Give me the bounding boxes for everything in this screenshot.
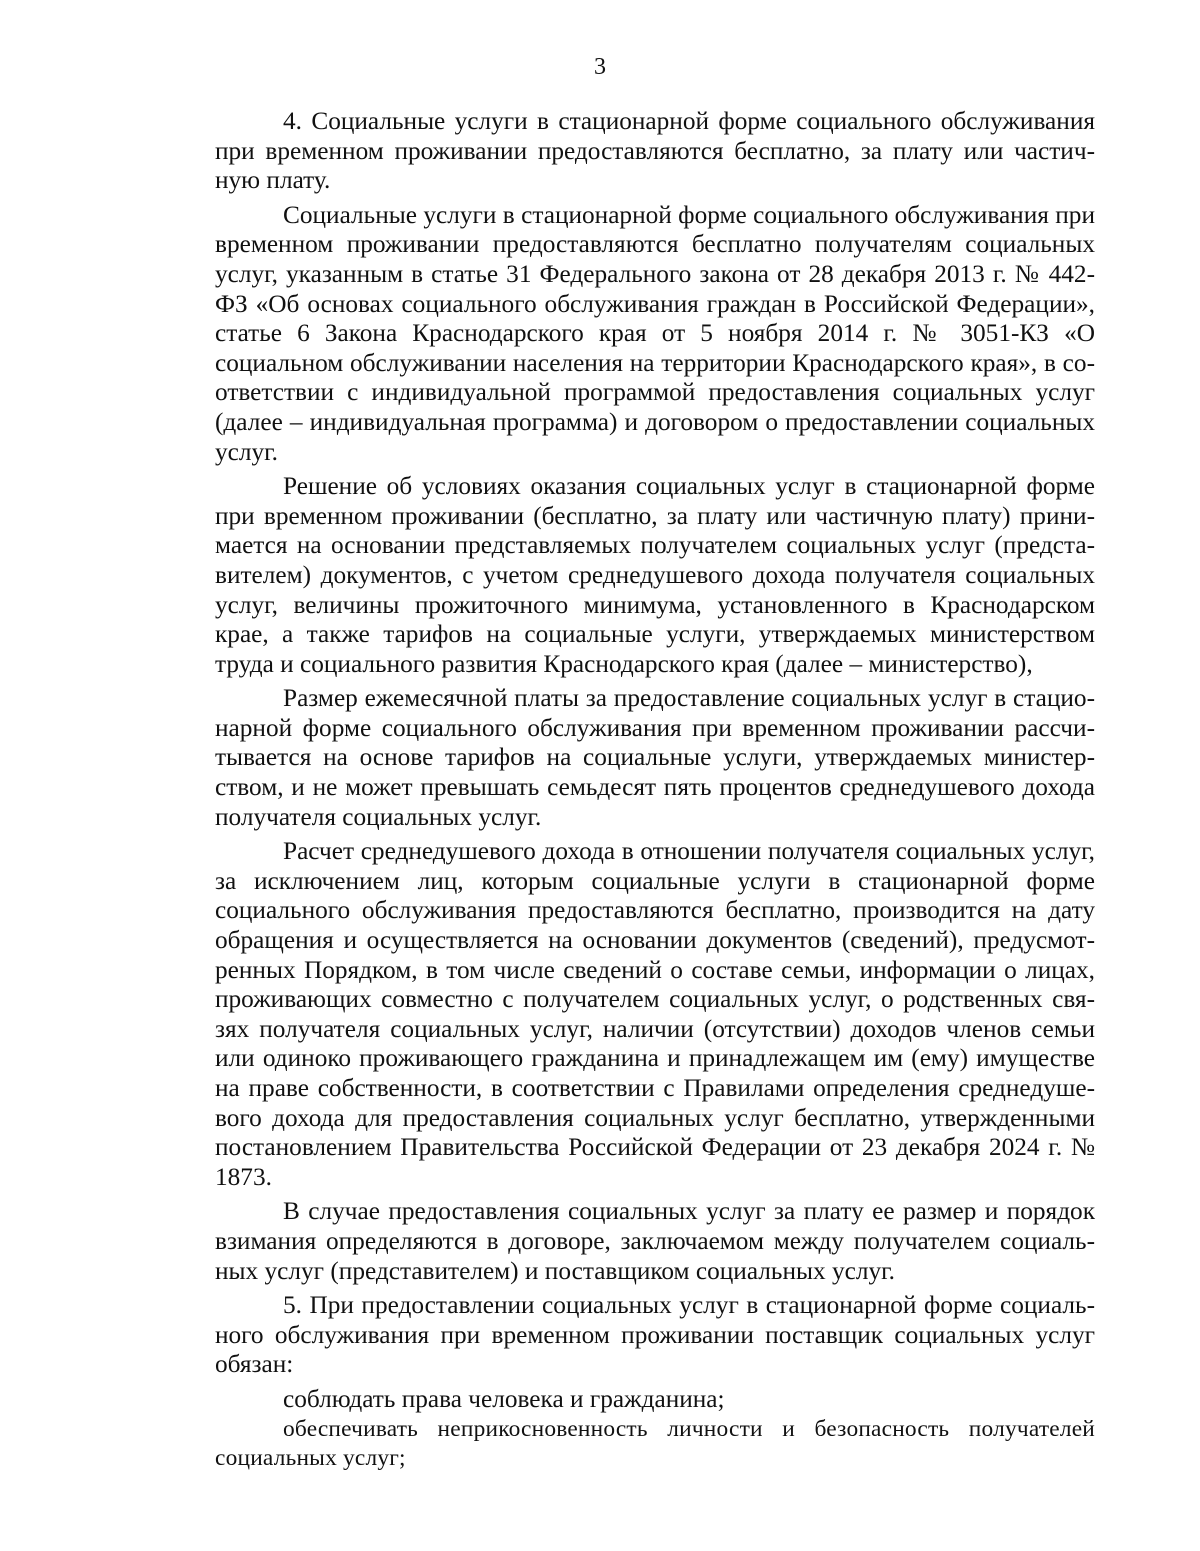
document-body [215,107,1095,1474]
paragraph-decision-conditions: Решение об условиях оказания социальных услуг в стационарной форме при временном проживании (бесплатно, за плату или частичную плату) принимается на основании представляемых получателем социальных услуг (представителем) документов, с учетом среднедушевого дохода получателя социальных услуг, величины прожиточного минимума, установленного в Краснодарском крае, а также тарифов на социальные услуги, утверждаемых министерством труда и социального развития Краснодарского края (далее – министерство), [215,472,1095,678]
obligation-human-rights: соблюдать права человека и гражданина; [283,1384,725,1413]
page-number: 3 [594,54,606,80]
paragraph-monthly-fee: Размер ежемесячной платы за предоставление социальных услуг в стационарной форме социального обслуживания при временном проживании рассчитывается на основе тарифов на социальные услуги, утверждаемых министерством, и не может превышать семьдесят пять процентов среднедушевого дохода получателя социальных услуг. [215,684,1095,831]
obligation-personal-safety: обеспечивать неприкосновенность личности и безопасность получателей социальных услуг; [215,1415,1095,1472]
paragraph-income-calculation: Расчет среднедушевого дохода в отношении получателя социальных услуг, за исключением лиц, которым социальные услуги в стационарной форме социального обслуживания предоставляются бесплатно, производится на дату обращения и осуществляется на основании документов (сведений), предусмотренных Порядком, в том числе сведений о составе семьи, информации о лицах, проживающих совместно с получателем социальных услуг, о родственных связях получателя социальных услуг, наличии (отсутствии) доходов членов семьи или одиноко проживающего гражданина и принадлежащем им (ему) имуществе на праве собственности, в соответствии с Правилами определения среднедушевого дохода для предоставления социальных услуг бесплатно, утвержденными постановлением Правительства Российской Федерации от 23 декабря 2024 г. № 1873. [215,837,1095,1191]
paragraph-paid-services: В случае предоставления социальных услуг за плату ее размер и порядок взимания определяются в договоре, заключаемом между получателем социальных услуг (представителем) и поставщиком социальных услуг. [215,1197,1095,1285]
paragraph-5-provider-obligations: 5. При предоставлении социальных услуг в стационарной форме социального обслуживания при временном проживании поставщик социальных услуг обязан: [215,1291,1095,1379]
paragraph-4-intro: 4. Социальные услуги в стационарной форме социального обслуживания при временном проживании предоставляются бесплатно, за плату или частичную плату. [215,107,1095,195]
paragraph-free-services: Социальные услуги в стационарной форме социального обслуживания при временном проживании предоставляются бесплатно получателям социальных услуг, указанным в статье 31 Федерального закона от 28 декабря 2013 г. № 442-ФЗ «Об основах социального обслуживания граждан в Российской Федерации», статье 6 Закона Краснодарского края от 5 ноября 2014 г. № 3051-КЗ «О социальном обслуживании населения на территории Краснодарского края», в соответствии с индивидуальной программой предоставления социальных услуг (далее – индивидуальная программа) и договором о предоставлении социальных услуг. [215,200,1095,466]
